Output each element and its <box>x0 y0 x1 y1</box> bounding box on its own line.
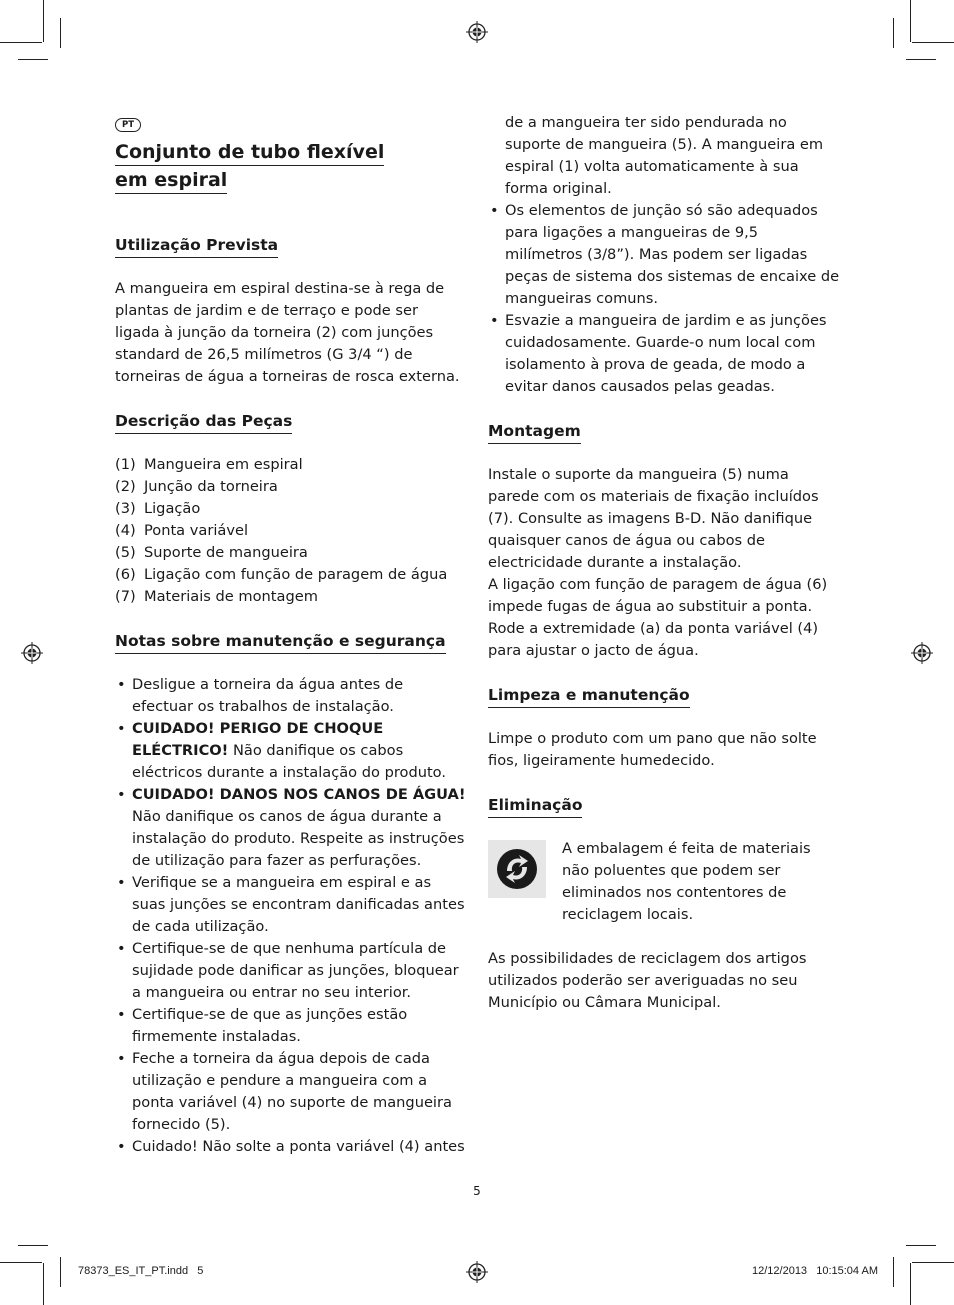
recycling-text: A embalagem é feita de materiais não poluentes que podem ser eliminados nos contentores de reciclagem locais. <box>562 840 811 923</box>
crop-mark <box>0 42 42 43</box>
section-heading-montagem: Montagem <box>488 420 840 444</box>
list-item: (7) Materiais de montagem <box>115 588 318 605</box>
crop-mark <box>0 1262 42 1263</box>
list-item: • Feche a torneira da água depois de cada utilização e pendure a mangueira com a ponta variável (4) no suporte de mangueira fornecido (5). <box>115 1048 467 1136</box>
page-title-line2: em espiral <box>115 168 227 194</box>
crop-mark <box>912 42 954 43</box>
left-column <box>115 112 467 1180</box>
safety-notes-list-continued <box>488 112 840 398</box>
section-heading-limpeza: Limpeza e manutenção <box>488 684 840 708</box>
safety-notes-list <box>115 674 467 1158</box>
list-item: (3) Ligação <box>115 500 201 517</box>
registration-mark-icon <box>466 1261 488 1283</box>
list-item: • Cuidado! Não solte a ponta variável (4) antes <box>115 1136 467 1158</box>
list-item: (5) Suporte de mangueira <box>115 544 308 561</box>
section-heading-notas: Notas sobre manutenção e segurança <box>115 630 467 654</box>
footer-file-info: 78373_ES_IT_PT.indd 5 <box>78 1265 204 1277</box>
list-item: • Certifique-se de que as junções estão firmemente instaladas. <box>115 1004 467 1048</box>
parts-list <box>115 454 467 608</box>
crop-mark <box>912 1262 954 1263</box>
recycling-block <box>488 838 840 926</box>
crop-mark <box>893 18 894 48</box>
list-item: (6) Ligação com função de paragem de água <box>115 566 448 583</box>
list-item: • Desligue a torneira da água antes de efectuar os trabalhos de instalação. <box>115 674 467 718</box>
crop-mark <box>43 0 44 42</box>
list-item: de a mangueira ter sido pendurada no suporte de mangueira (5). A mangueira em espiral (1) volta automaticamente à sua forma original. <box>505 114 824 197</box>
list-item: • CUIDADO! PERIGO DE CHOQUE ELÉCTRICO! Não danifique os cabos eléctricos durante a instalação do produto. <box>115 718 467 784</box>
montagem-text: Instale o suporte da mangueira (5) numa parede com os materiais de fixação incluídos (7). Consulte as imagens B-D. Não danifique quaisquer canos de água ou cabos de electricidade durante a instalação. A ligação com função de paragem de água (6) impede fugas de água ao substituir a ponta. Rode a extremidade (a) da ponta variável (4) para ajustar o jacto de água. <box>488 466 828 659</box>
utilizacao-text: A mangueira em espiral destina-se à rega de plantas de jardim e de terraço e pode ser ligada à junção da torneira (2) com junções standard de 26,5 milímetros (G 3/4 “) de torneiras de água a torneiras de rosca externa. <box>115 280 460 385</box>
list-item: (1) Mangueira em espiral <box>115 456 303 473</box>
registration-mark-icon <box>466 21 488 43</box>
recycling-icon <box>488 840 546 898</box>
eliminacao-text: As possibilidades de reciclagem dos artigos utilizados poderão ser averiguadas no seu Município ou Câmara Municipal. <box>488 950 807 1011</box>
list-item: • Verifique se a mangueira em espiral e as suas junções se encontram danificadas antes de cada utilização. <box>115 872 467 938</box>
crop-mark <box>910 0 911 42</box>
crop-mark <box>906 1245 936 1246</box>
limpeza-text: Limpe o produto com um pano que não solte fios, ligeiramente humedecido. <box>488 730 817 769</box>
list-item: • Os elementos de junção só são adequados para ligações a mangueiras de 9,5 milímetros (3/8”). Mas podem ser ligadas peças de sistema dos sistemas de encaixe de mangueiras comuns. <box>488 200 840 310</box>
crop-mark <box>60 18 61 48</box>
crop-mark <box>910 1263 911 1305</box>
page-number: 5 <box>473 1184 481 1198</box>
crop-mark <box>893 1257 894 1287</box>
section-heading-utilizacao: Utilização Prevista <box>115 234 467 258</box>
list-item: • CUIDADO! DANOS NOS CANOS DE ÁGUA! Não danifique os canos de água durante a instalação do produto. Respeite as instruções de utilização para fazer as perfurações. <box>115 784 467 872</box>
crop-mark <box>18 59 48 60</box>
page-title <box>115 138 467 194</box>
section-heading-eliminacao: Eliminação <box>488 794 840 818</box>
list-item: • Certifique-se de que nenhuma partícula de sujidade pode danificar as junções, bloquear a mangueira ou entrar no seu interior. <box>115 938 467 1004</box>
list-item: (2) Junção da torneira <box>115 478 278 495</box>
crop-mark <box>18 1245 48 1246</box>
right-column <box>488 112 840 1036</box>
language-badge: PT <box>115 118 141 132</box>
list-item: (4) Ponta variável <box>115 522 249 539</box>
page-title-line1: Conjunto de tubo flexível <box>115 140 384 166</box>
section-heading-descricao: Descrição das Peças <box>115 410 467 434</box>
list-item: • Esvazie a mangueira de jardim e as junções cuidadosamente. Guarde-o num local com isolamento à prova de geada, de modo a evitar danos causados pelas geadas. <box>488 310 840 398</box>
registration-mark-icon <box>21 642 43 664</box>
crop-mark <box>43 1263 44 1305</box>
crop-mark <box>60 1257 61 1287</box>
crop-mark <box>906 59 936 60</box>
footer-datetime: 12/12/2013 10:15:04 AM <box>752 1265 878 1277</box>
registration-mark-icon <box>911 642 933 664</box>
